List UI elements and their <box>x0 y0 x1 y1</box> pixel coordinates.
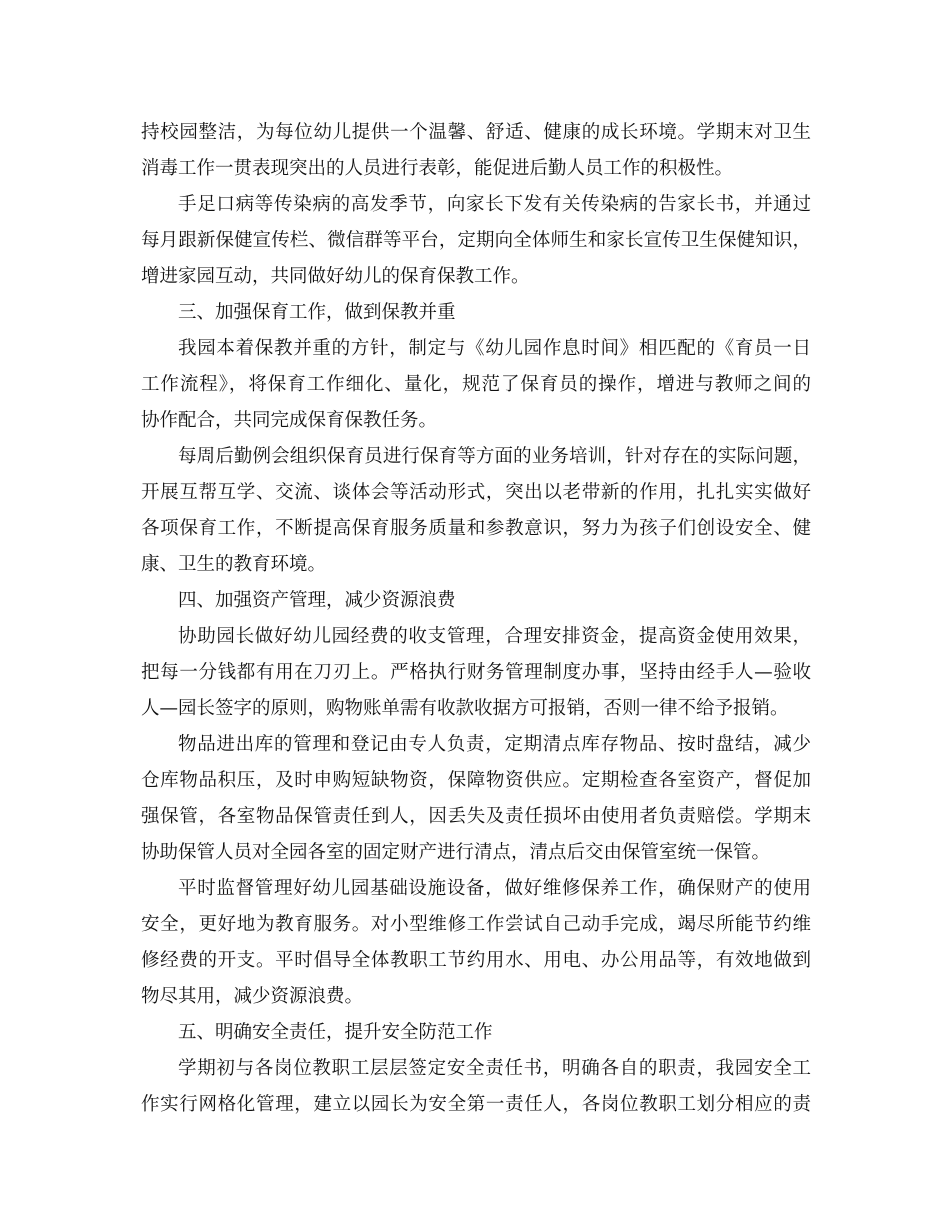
text-line: 仓库物品积压，及时申购短缺物资，保障物资供应。定期检查各室资产，督促加 <box>141 770 811 791</box>
heading-text: 四、加强资产管理，减少资源浪费 <box>178 590 456 611</box>
text-line: 协助保管人员对全园各室的固定财产进行清点，清点后交由保管室统一保管。 <box>141 842 771 863</box>
heading-text: 五、明确安全责任，提升安全防范工作 <box>178 1022 493 1043</box>
section-heading <box>141 1015 811 1051</box>
text-line: 康、卫生的教育环境。 <box>141 554 327 575</box>
document-body <box>141 115 811 1123</box>
text-line: 开展互帮互学、交流、谈体会等活动形式，突出以老带新的作用，扎扎实实做好 <box>141 482 811 503</box>
text-line: 修经费的开支。平时倡导全体教职工节约用水、用电、办公用品等，有效地做到 <box>141 950 811 971</box>
paragraph <box>141 331 811 439</box>
text-line: 我园本着保教并重的方针，制定与《幼儿园作息时间》相匹配的《育员一日 <box>178 338 811 359</box>
paragraph <box>141 187 811 295</box>
paragraph <box>141 1051 811 1123</box>
text-line: 人—园长签字的原则，购物账单需有收款收据方可报销，否则一律不给予报销。 <box>141 698 789 719</box>
paragraph <box>141 115 811 187</box>
text-line: 增进家园互动，共同做好幼儿的保育保教工作。 <box>141 266 530 287</box>
text-line: 学期初与各岗位教职工层层签定安全责任书，明确各自的职责，我园安全工 <box>178 1058 811 1079</box>
section-heading <box>141 583 811 619</box>
paragraph <box>141 439 811 583</box>
section-heading <box>141 295 811 331</box>
paragraph <box>141 871 811 1015</box>
text-line: 协助园长做好幼儿园经费的收支管理，合理安排资金，提高资金使用效果， <box>178 626 811 647</box>
text-line: 安全，更好地为教育服务。对小型维修工作尝试自己动手完成，竭尽所能节约维 <box>141 914 811 935</box>
text-line: 消毒工作一贯表现突出的人员进行表彰，能促进后勤人员工作的积极性。 <box>141 158 734 179</box>
paragraph <box>141 727 811 871</box>
text-line: 物尽其用，减少资源浪费。 <box>141 986 364 1007</box>
text-line: 手足口病等传染病的高发季节，向家长下发有关传染病的告家长书，并通过 <box>178 194 811 215</box>
text-line: 作实行网格化管理，建立以园长为安全第一责任人，各岗位教职工划分相应的责 <box>141 1094 811 1115</box>
text-line: 持校园整洁，为每位幼儿提供一个温馨、舒适、健康的成长环境。学期末对卫生 <box>141 122 811 143</box>
text-line: 把每一分钱都有用在刀刃上。严格执行财务管理制度办事，坚持由经手人—验收 <box>141 662 811 683</box>
text-line: 强保管，各室物品保管责任到人，因丢失及责任损坏由使用者负责赔偿。学期末 <box>141 806 811 827</box>
text-line: 每周后勤例会组织保育员进行保育等方面的业务培训，针对存在的实际问题， <box>178 446 811 467</box>
text-line: 各项保育工作，不断提高保育服务质量和参教意识，努力为孩子们创设安全、健 <box>141 518 811 539</box>
paragraph <box>141 619 811 727</box>
heading-text: 三、加强保育工作，做到保教并重 <box>178 302 456 323</box>
text-line: 物品进出库的管理和登记由专人负责，定期清点库存物品、按时盘结，减少 <box>178 734 811 755</box>
text-line: 每月跟新保健宣传栏、微信群等平台，定期向全体师生和家长宣传卫生保健知识， <box>141 230 811 251</box>
text-line: 协作配合，共同完成保育保教任务。 <box>141 410 438 431</box>
text-line: 平时监督管理好幼儿园基础设施设备，做好维修保养工作，确保财产的使用 <box>178 878 811 899</box>
text-line: 工作流程》，将保育工作细化、量化，规范了保育员的操作，增进与教师之间的 <box>141 374 811 395</box>
